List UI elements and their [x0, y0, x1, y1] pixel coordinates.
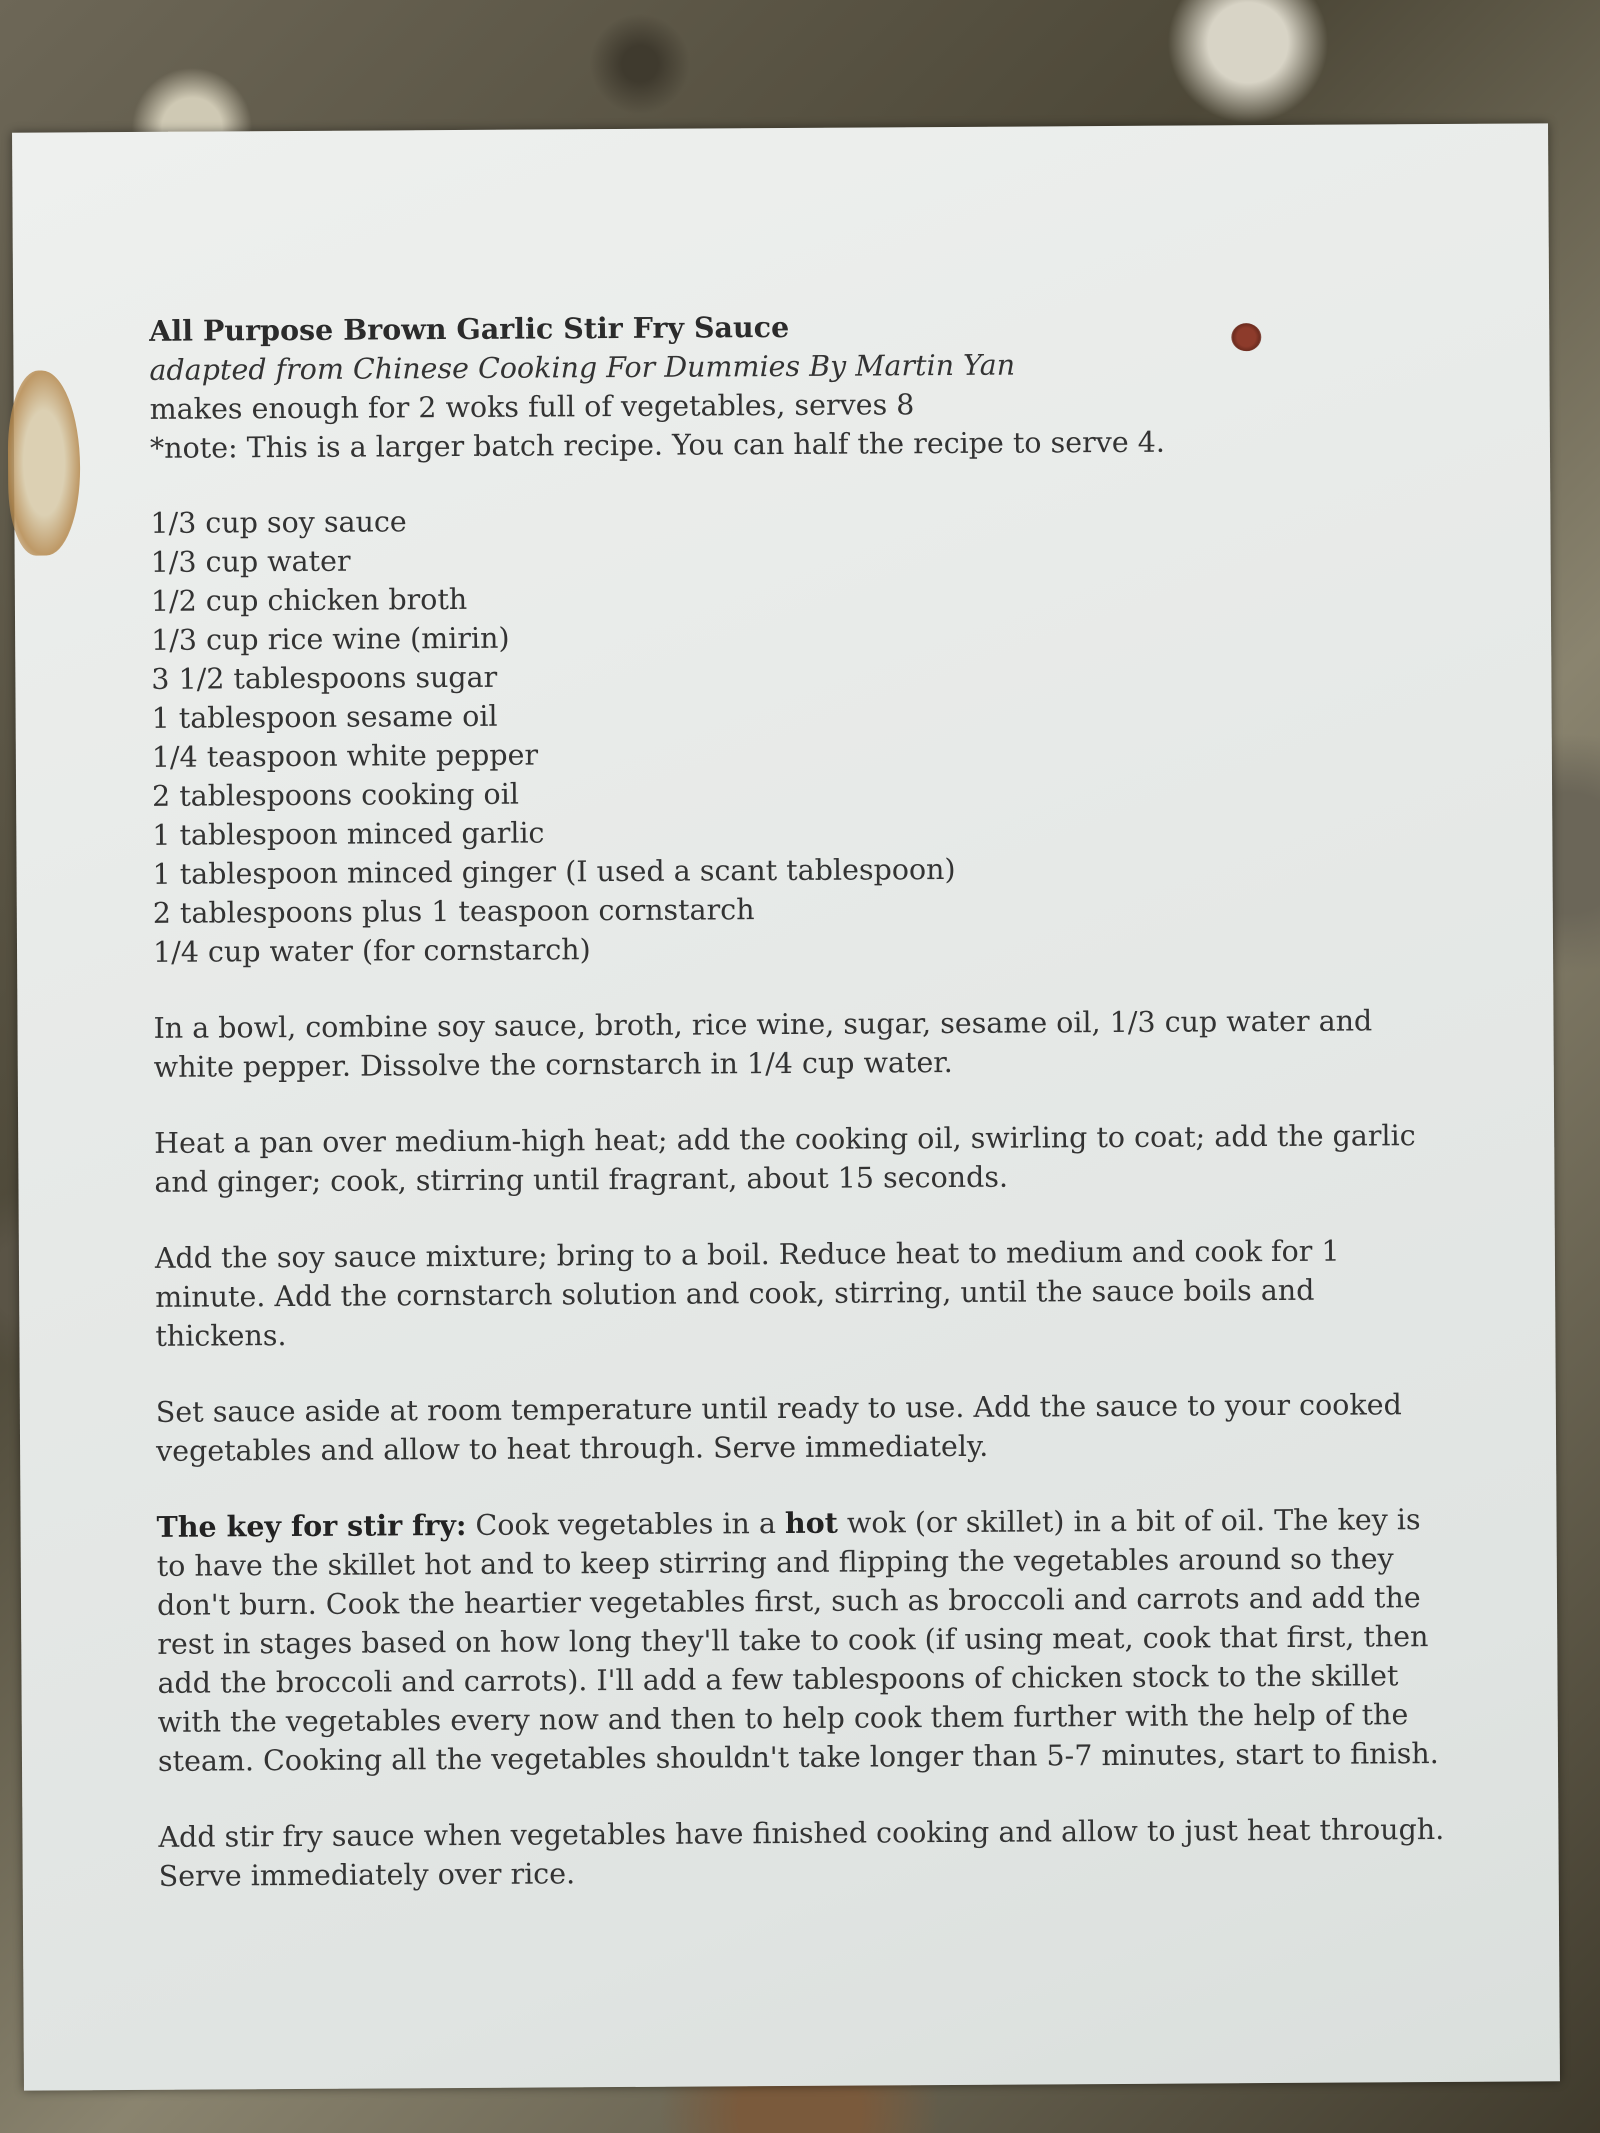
tip-text-2: wok (or skillet) in a bit of oil. The key is to have the skillet hot and to keep stirring and flipping the vegetables around so they don't burn. Cook the heartier vegetables first, such as broccoli and carrots and add the rest in stages based on how long they'll take to cook (if using meat, cook that first, then add the broccoli and carrots). I'll add a few tablespoons of chicken stock to the skillet with the vegetables every now and then to help cook them further with the help of the steam. Cooking all the vegetables shouldn't take longer than 5-7 minutes, start to finish. — [156, 1503, 1439, 1778]
ingredient-item: 1 tablespoon minced garlic — [152, 816, 545, 852]
ingredient-item: 1 tablespoon sesame oil — [151, 699, 498, 735]
ingredient-item: 3 1/2 tablespoons sugar — [151, 660, 498, 696]
stir-fry-tip — [156, 1500, 1448, 1781]
ingredient-item: 2 tablespoons cooking oil — [151, 777, 519, 813]
tip-emphasis: hot — [784, 1505, 838, 1541]
recipe-title: All Purpose Brown Garlic Stir Fry Sauce — [149, 309, 790, 348]
ingredient-item: 1/2 cup chicken broth — [150, 582, 468, 618]
ingredient-list — [150, 496, 1443, 972]
ingredient-item: 1/4 teaspoon white pepper — [151, 738, 539, 774]
stain-mark — [7, 370, 80, 555]
step-paragraph: Set sauce aside at room temperature until ready to use. Add the sauce to your cooked vegetables and allow to heat through. Serve immediately. — [155, 1388, 1402, 1468]
ingredient-item: 1/3 cup soy sauce — [150, 505, 407, 540]
final-instruction: Add stir fry sauce when vegetables have finished cooking and allow to just heat through. Serve immediately over rice. — [158, 1812, 1445, 1893]
recipe-content — [149, 304, 1449, 1896]
recipe-sheet — [12, 123, 1560, 2090]
step-paragraph: Heat a pan over medium-high heat; add the cooking oil, swirling to coat; add the garlic and ginger; cook, stirring until fragrant, about 15 seconds. — [154, 1119, 1416, 1199]
tip-text-1: Cook vegetables in a — [475, 1507, 777, 1542]
step-paragraph: Add the soy sauce mixture; bring to a boil. Reduce heat to medium and cook for 1 minute. Add the cornstarch solution and cook, stirring, until the sauce boils and thickens. — [154, 1234, 1340, 1353]
ingredient-item: 1/3 cup water — [150, 544, 351, 579]
step-paragraph: In a bowl, combine soy sauce, broth, rice wine, sugar, sesame oil, 1/3 cup water and white pepper. Dissolve the cornstarch in 1/4 cup water. — [153, 1004, 1373, 1084]
recipe-yield: makes enough for 2 woks full of vegetables, serves 8 — [149, 388, 915, 426]
ingredient-item: 1/3 cup rice wine (mirin) — [151, 621, 510, 657]
ingredient-item: 1 tablespoon minced ginger (I used a scant tablespoon) — [152, 852, 956, 891]
ingredient-item: 2 tablespoons plus 1 teaspoon cornstarch — [152, 893, 755, 930]
recipe-note: *note: This is a larger batch recipe. You can half the recipe to serve 4. — [149, 425, 1166, 465]
tip-label: The key for stir fry: — [156, 1507, 467, 1544]
recipe-source: adapted from Chinese Cooking For Dummies By Martin Yan — [149, 348, 1016, 387]
ingredient-item: 1/4 cup water (for cornstarch) — [152, 933, 591, 969]
